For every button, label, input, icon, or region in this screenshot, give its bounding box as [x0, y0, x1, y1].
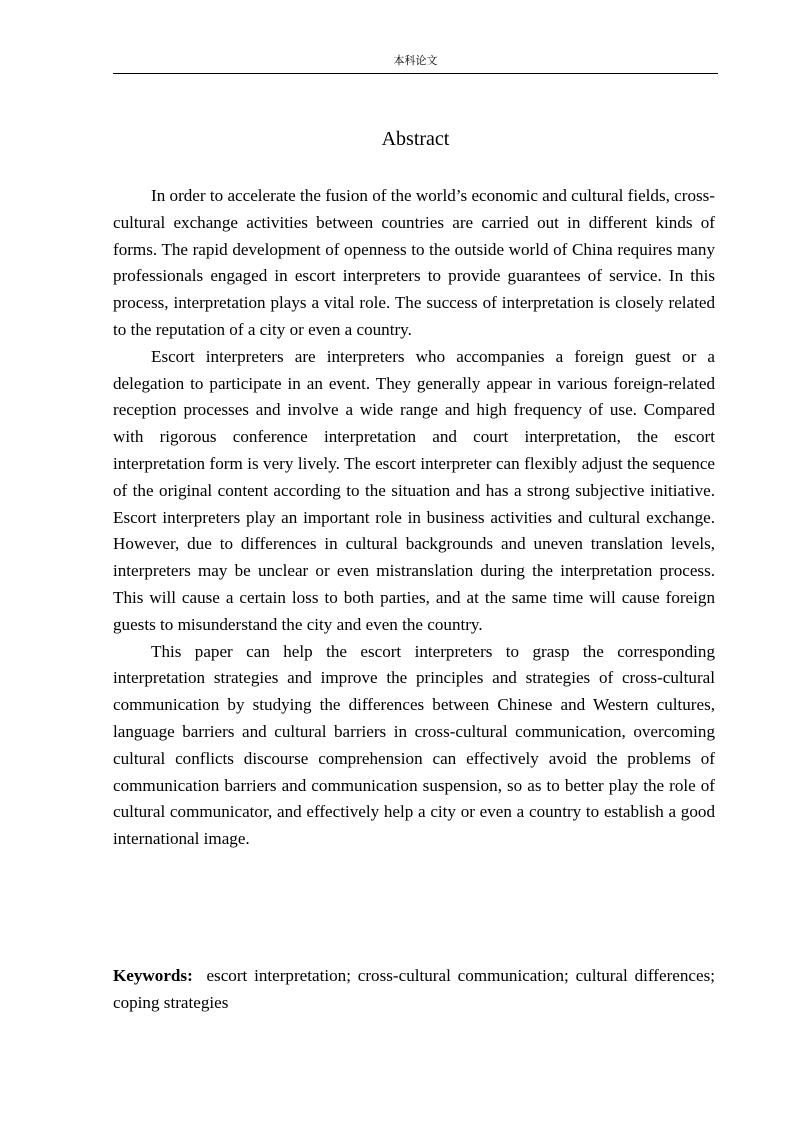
abstract-paragraph-1: In order to accelerate the fusion of the world’s economic and cultural fields, cross-cultural exchange activities between countries are carried out in different kinds of forms. The rapid development of openness to the outside world of China requires many professionals engaged in escort interpreters to provide guarantees of service. In this process, interpretation plays a vital role. The success of interpretation is closely related to the reputation of a city or even a country.: [113, 186, 715, 339]
abstract-body: [113, 183, 715, 853]
header-rule: [113, 73, 718, 74]
keywords-label: Keywords:: [113, 966, 193, 985]
keywords-text: escort interpretation; cross-cultural communication; cultural differences; coping strategies: [113, 966, 715, 1012]
running-header: 本科论文: [393, 54, 438, 67]
abstract-title: Abstract: [381, 128, 450, 150]
keywords: [113, 963, 715, 1017]
abstract-paragraph-2: Escort interpreters are interpreters who accompanies a foreign guest or a delegation to participate in an event. They generally appear in various foreign-related reception processes and involve a wide range and high frequency of use. Compared with rigorous conference interpretation and court interpretation, the escort interpretation form is very lively. The escort interpreter can flexibly adjust the sequence of the original content according to the situation and has a strong subjective initiative. Escort interpreters play an important role in business activities and cultural exchange. However, due to differences in cultural backgrounds and uneven translation levels, interpreters may be unclear or even mistranslation during the interpretation process. This will cause a certain loss to both parties, and at the same time will cause foreign guests to misunderstand the city and even the country.: [113, 346, 715, 634]
abstract-paragraph-3: This paper can help the escort interpreters to grasp the corresponding interpretation strategies and improve the principles and strategies of cross-cultural communication by studying the differences between Chinese and Western cultures, language barriers and cultural barriers in cross-cultural communication, overcoming cultural conflicts discourse comprehension can effectively avoid the problems of communication barriers and communication suspension, so as to better play the role of cultural communicator, and effectively help a city or even a country to establish a good international image.: [113, 641, 715, 849]
